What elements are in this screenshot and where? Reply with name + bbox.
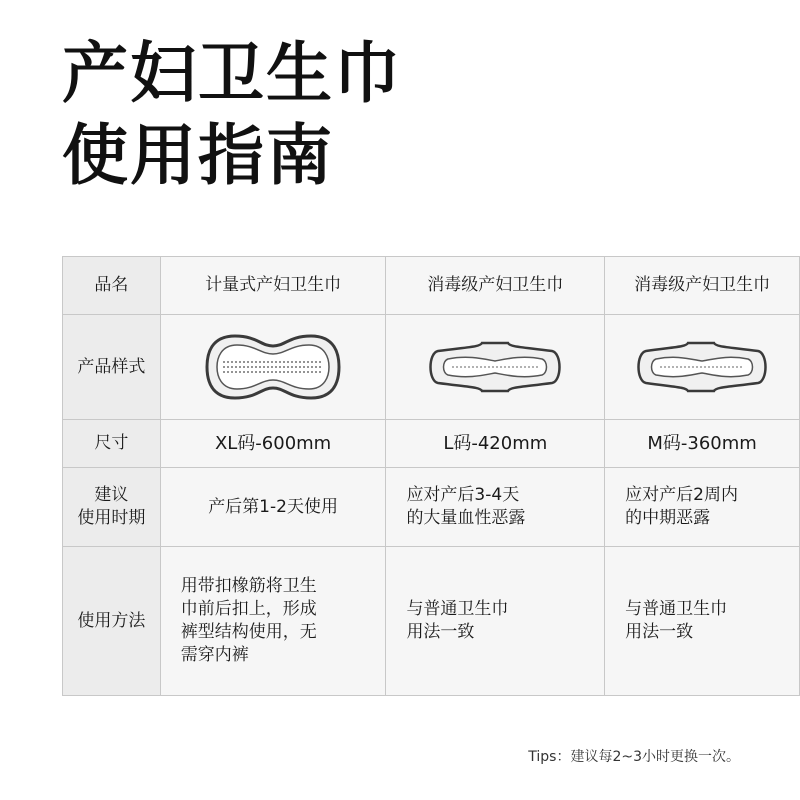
product-2-usage xyxy=(386,547,605,696)
winged-sanitary-pad-icon xyxy=(428,341,562,393)
product-3-name: 消毒级产妇卫生巾 xyxy=(605,257,800,315)
product-3-period-line-1: 应对产后2周内 xyxy=(625,485,738,505)
table-row-size xyxy=(63,420,800,468)
table-row-period xyxy=(63,468,800,547)
page-title-line-2: 使用指南 xyxy=(62,117,334,194)
product-2-name: 消毒级产妇卫生巾 xyxy=(386,257,605,315)
product-3-period-line-2: 的中期恶露 xyxy=(625,508,711,528)
spec-table xyxy=(62,256,800,696)
product-2-usage-line-1: 与普通卫生巾 xyxy=(406,599,509,619)
product-3-image xyxy=(605,315,800,420)
product-1-image xyxy=(160,315,386,420)
product-2-period-line-2: 的大量血性恶露 xyxy=(406,508,526,528)
maternity-pad-icon xyxy=(205,332,341,402)
product-3-usage xyxy=(605,547,800,696)
product-1-usage-line-2: 巾前后扣上，形成 xyxy=(180,599,317,619)
tips-note: Tips：建议每2~3小时更换一次。 xyxy=(528,749,740,765)
product-2-period xyxy=(386,468,605,547)
product-1-period-line-1: 产后第1-2天使用 xyxy=(208,496,338,517)
product-1-usage-line-4: 需穿内裤 xyxy=(180,645,249,665)
label-period xyxy=(63,468,161,547)
product-1-usage xyxy=(160,547,386,696)
product-3-usage-line-2: 用法一致 xyxy=(625,622,694,642)
label-period-line-2: 使用时期 xyxy=(77,508,146,528)
page-title-line-1: 产妇卫生巾 xyxy=(62,35,402,112)
product-1-usage-line-3: 裤型结构使用，无 xyxy=(180,622,317,642)
label-size: 尺寸 xyxy=(63,420,161,468)
product-2-period-line-1: 应对产后3-4天 xyxy=(406,485,520,505)
table-row-usage xyxy=(63,547,800,696)
product-1-name: 计量式产妇卫生巾 xyxy=(160,257,386,315)
product-2-usage-line-2: 用法一致 xyxy=(406,622,475,642)
product-3-period xyxy=(605,468,800,547)
product-1-size: XL码-600mm xyxy=(160,420,386,468)
product-2-image xyxy=(386,315,605,420)
product-3-size: M码-360mm xyxy=(605,420,800,468)
product-2-size: L码-420mm xyxy=(386,420,605,468)
product-1-usage-line-1: 用带扣橡筋将卫生 xyxy=(180,576,317,596)
product-1-period xyxy=(160,468,386,547)
table-row-name xyxy=(63,257,800,315)
product-3-usage-line-1: 与普通卫生巾 xyxy=(625,599,728,619)
label-style: 产品样式 xyxy=(63,315,161,420)
winged-sanitary-pad-icon xyxy=(636,341,768,393)
label-usage: 使用方法 xyxy=(63,547,161,696)
label-period-line-1: 建议 xyxy=(94,485,129,505)
label-name: 品名 xyxy=(63,257,161,315)
table-row-style xyxy=(63,315,800,420)
